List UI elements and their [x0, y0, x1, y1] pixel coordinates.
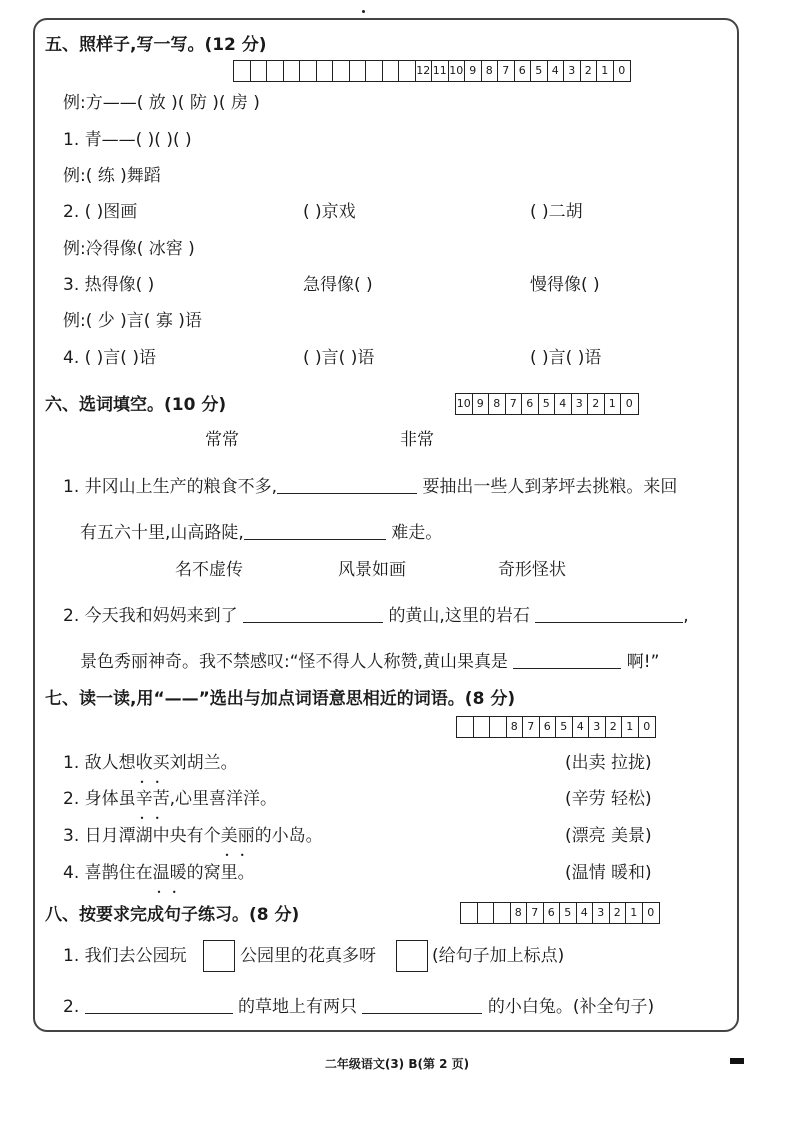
score-cell[interactable]: 3 — [564, 61, 581, 81]
score-cell[interactable]: 0 — [647, 906, 655, 919]
s6-q1-text-c: 有五六十里,山高路陡, — [80, 523, 244, 543]
score-cell[interactable]: 3 — [593, 903, 610, 923]
score-cell[interactable]: 6 — [515, 61, 532, 81]
s6-q2-blank-1[interactable] — [243, 605, 383, 623]
s5-question-3c: 慢得像( ) — [530, 275, 600, 295]
score-cell[interactable]: 2 — [610, 903, 627, 923]
s8-q2-line — [63, 996, 654, 1018]
score-cell[interactable]: 10 — [449, 61, 466, 81]
score-cell[interactable]: 1 — [622, 717, 639, 737]
s7-dotted-word-4: 温暖 • • — [153, 862, 187, 884]
s5-example-2: 例:( 练 )舞蹈 — [63, 166, 161, 186]
s6-q2-line2 — [80, 651, 659, 673]
s6-q1-line2 — [80, 522, 442, 544]
s6-q2-text-e: 啊!” — [626, 652, 660, 672]
s7-options-3[interactable]: (漂亮 美景) — [565, 826, 652, 846]
score-cell[interactable]: 7 — [527, 903, 544, 923]
score-cell[interactable]: 8 — [507, 717, 524, 737]
s8-q2-blank-2[interactable] — [362, 996, 482, 1014]
score-cell[interactable]: 6 — [522, 394, 539, 414]
s6-q2-text-b: 的黄山,这里的岩石 — [388, 606, 530, 626]
s5-question-3b: 急得像( ) — [303, 275, 373, 295]
s7-options-1[interactable]: (出卖 拉拢) — [565, 753, 652, 773]
score-cell[interactable] — [350, 61, 367, 81]
page-footer: 二年级语文(3) B(第 2 页) — [324, 1057, 470, 1071]
s8-q1-text-b: 公园里的花真多呀 — [240, 946, 376, 966]
s5-question-4b: ( )言( )语 — [303, 348, 375, 368]
s6-word-3: 名不虚传 — [175, 560, 243, 580]
s7-options-4[interactable]: (温情 暖和) — [565, 863, 652, 883]
score-cell[interactable] — [457, 717, 474, 737]
s6-word-5: 奇形怪状 — [498, 560, 566, 580]
score-cell[interactable]: 5 — [531, 61, 548, 81]
s6-q1-text-a: 1. 井冈山上生产的粮食不多, — [63, 477, 278, 497]
s7-dotted-word-1: 收买 • • — [136, 752, 170, 774]
score-cell[interactable] — [494, 903, 511, 923]
s7-item-1: 1. 敌人想收买 • •刘胡兰。 — [63, 752, 238, 774]
scan-dot — [362, 10, 365, 13]
section-8-title: 八、按要求完成句子练习。(8 分) — [45, 905, 300, 925]
score-cell[interactable] — [490, 717, 507, 737]
s8-q2-text-b: 的草地上有两只 — [238, 997, 358, 1017]
score-cell[interactable]: 7 — [523, 717, 540, 737]
s5-example-1: 例:方——( 放 )( 防 )( 房 ) — [63, 93, 260, 113]
s8-q1-text-c: (给句子加上标点) — [432, 946, 565, 966]
score-cell[interactable] — [300, 61, 317, 81]
score-cell[interactable]: 8 — [482, 61, 499, 81]
score-cell[interactable]: 11 — [432, 61, 449, 81]
s6-word-1: 常常 — [205, 430, 239, 450]
s6-q2-text-d: 景色秀丽神奇。我不禁感叹:“怪不得人人称赞,黄山果真是 — [80, 652, 508, 672]
s6-q1-text-d: 难走。 — [391, 523, 443, 543]
s5-question-4c: ( )言( )语 — [530, 348, 602, 368]
s7-options-2[interactable]: (辛劳 轻松) — [565, 789, 652, 809]
score-cell[interactable]: 7 — [498, 61, 515, 81]
score-cell[interactable] — [461, 903, 478, 923]
score-cell[interactable] — [383, 61, 400, 81]
s7-item-4: 4. 喜鹊住在温暖 • •的窝里。 — [63, 862, 255, 884]
score-cell[interactable]: 5 — [556, 717, 573, 737]
score-cell[interactable]: 0 — [618, 64, 626, 77]
section-8-score-grid — [460, 902, 660, 924]
s8-q2-text-a: 2. — [63, 997, 80, 1017]
score-cell[interactable]: 5 — [539, 394, 556, 414]
s6-q2-text-c: , — [683, 606, 689, 626]
s7-item-2: 2. 身体虽辛苦 • •,心里喜洋洋。 — [63, 788, 277, 810]
score-cell[interactable]: 10 — [456, 394, 473, 414]
score-cell[interactable]: 0 — [625, 397, 633, 410]
s6-word-2: 非常 — [400, 430, 434, 450]
s7-dotted-word-2: 辛苦 • • — [136, 788, 170, 810]
s5-example-3: 例:冷得像( 冰窖 ) — [63, 239, 195, 259]
score-cell[interactable]: 4 — [555, 394, 572, 414]
s5-question-2c: ( )二胡 — [530, 202, 583, 222]
score-cell[interactable] — [267, 61, 284, 81]
s6-q2-line1 — [63, 605, 689, 627]
score-cell[interactable] — [317, 61, 334, 81]
score-cell[interactable]: 2 — [606, 717, 623, 737]
s5-question-1: 1. 青——( )( )( ) — [63, 130, 192, 150]
s6-q1-line1 — [63, 476, 677, 498]
s7-item-3: 3. 日月潭湖中央有个美丽 • •的小岛。 — [63, 825, 323, 847]
s5-question-4a: 4. ( )言( )语 — [63, 348, 156, 368]
s5-question-2b: ( )京戏 — [303, 202, 356, 222]
score-cell[interactable]: 4 — [577, 903, 594, 923]
s6-q1-blank-2[interactable] — [244, 522, 386, 540]
score-cell[interactable]: 6 — [540, 717, 557, 737]
score-cell[interactable]: 2 — [588, 394, 605, 414]
s5-example-4: 例:( 少 )言( 寡 )语 — [63, 311, 202, 331]
score-cell[interactable]: 6 — [544, 903, 561, 923]
score-cell[interactable] — [474, 717, 491, 737]
score-cell[interactable] — [251, 61, 268, 81]
section-6-score-grid — [455, 393, 639, 415]
s8-punctuation-box-2[interactable] — [396, 940, 428, 972]
score-cell[interactable]: 1 — [626, 903, 643, 923]
section-7-title: 七、读一读,用“——”选出与加点词语意思相近的词语。(8 分) — [45, 689, 516, 709]
s8-q1-text-a: 1. 我们去公园玩 — [63, 946, 187, 966]
s5-question-3a: 3. 热得像( ) — [63, 275, 155, 295]
score-cell[interactable]: 9 — [465, 61, 482, 81]
score-cell[interactable]: 9 — [473, 394, 490, 414]
score-cell[interactable] — [284, 61, 301, 81]
s6-q1-blank-1[interactable] — [277, 476, 417, 494]
score-cell[interactable]: 8 — [511, 903, 528, 923]
score-cell[interactable]: 1 — [605, 394, 622, 414]
score-cell[interactable] — [333, 61, 350, 81]
score-cell[interactable]: 4 — [573, 717, 590, 737]
score-cell[interactable]: 0 — [643, 720, 651, 733]
score-cell[interactable]: 5 — [560, 903, 577, 923]
score-cell[interactable]: 3 — [572, 394, 589, 414]
scan-mark — [730, 1058, 744, 1064]
s6-q2-text-a: 2. 今天我和妈妈来到了 — [63, 606, 238, 626]
score-cell[interactable] — [234, 61, 251, 81]
score-cell[interactable]: 4 — [548, 61, 565, 81]
score-cell[interactable]: 8 — [489, 394, 506, 414]
score-cell[interactable]: 7 — [506, 394, 523, 414]
section-6-title: 六、选词填空。(10 分) — [45, 395, 227, 415]
score-cell[interactable] — [366, 61, 383, 81]
score-cell[interactable]: 1 — [597, 61, 614, 81]
section-5-title: 五、照样子,写一写。(12 分) — [45, 35, 267, 55]
s6-word-4: 风景如画 — [338, 560, 406, 580]
section-5-score-grid — [233, 60, 631, 82]
s8-q2-text-c: 的小白兔。(补全句子) — [487, 997, 655, 1017]
score-cell[interactable] — [399, 61, 416, 81]
s6-q2-blank-2[interactable] — [535, 605, 683, 623]
s6-q2-blank-3[interactable] — [513, 651, 621, 669]
s8-q2-blank-1[interactable] — [85, 996, 233, 1014]
score-cell[interactable]: 2 — [581, 61, 598, 81]
section-7-score-grid — [456, 716, 656, 738]
s6-q1-text-b: 要抽出一些人到茅坪去挑粮。来回 — [422, 477, 678, 497]
score-cell[interactable]: 3 — [589, 717, 606, 737]
score-cell[interactable] — [478, 903, 495, 923]
s5-question-2a: 2. ( )图画 — [63, 202, 138, 222]
s7-dotted-word-3: 美丽 • • — [221, 825, 255, 847]
score-cell[interactable]: 12 — [416, 61, 433, 81]
s8-punctuation-box-1[interactable] — [203, 940, 235, 972]
